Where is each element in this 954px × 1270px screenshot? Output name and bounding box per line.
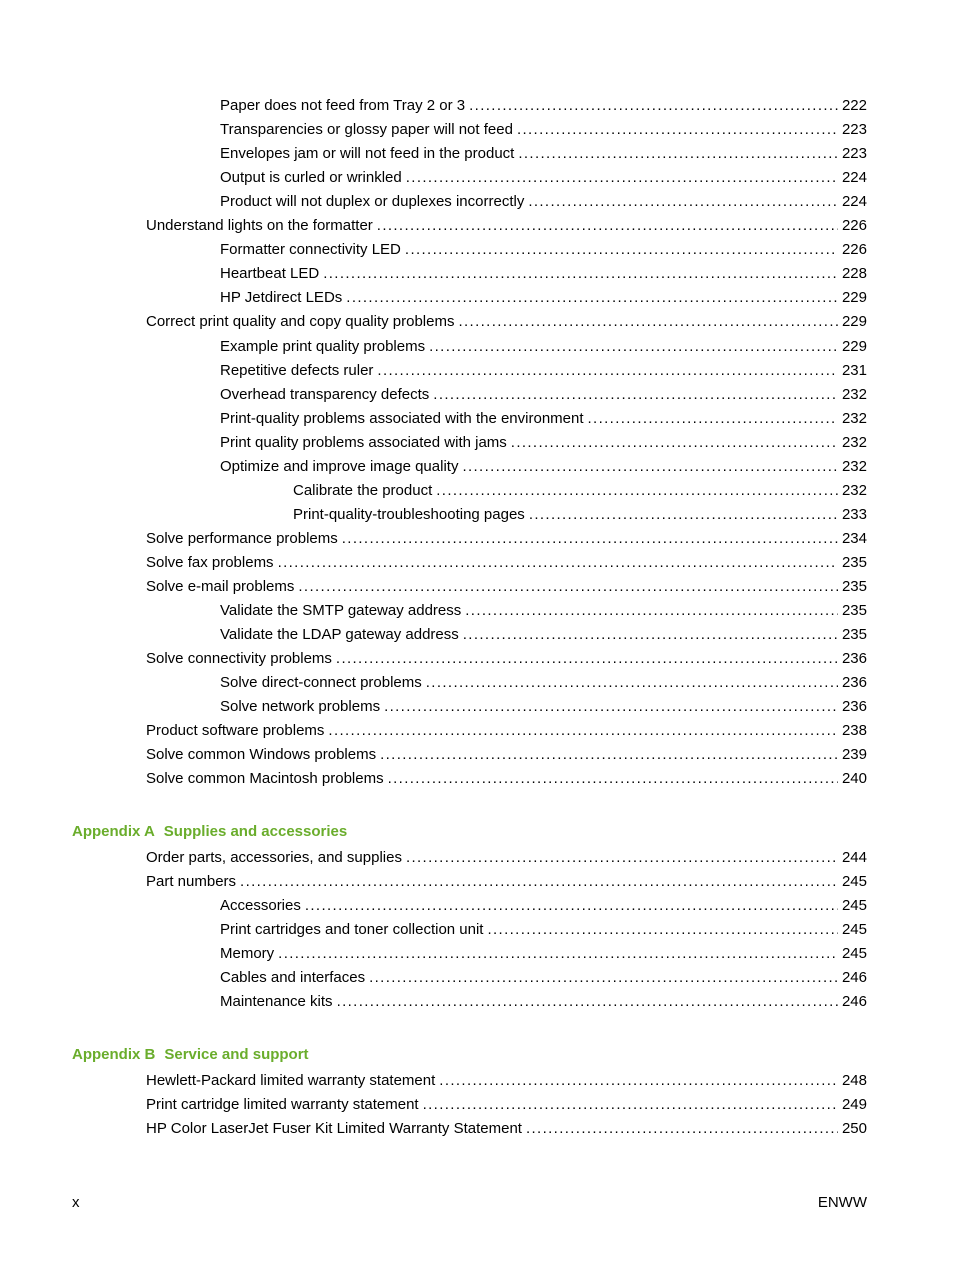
toc-entry[interactable]	[220, 967, 867, 989]
toc-entry-page: 235	[841, 553, 867, 571]
toc-entry-title: Memory	[220, 945, 275, 962]
toc-entry-page: 229	[841, 313, 867, 331]
toc-dot-leader	[336, 648, 838, 670]
toc-entry-page: 236	[841, 674, 867, 692]
toc-dot-leader	[278, 943, 838, 965]
toc-dot-leader	[406, 847, 838, 869]
toc-dot-leader	[305, 895, 838, 917]
toc-dot-leader	[298, 576, 838, 598]
toc-entry[interactable]	[146, 847, 867, 869]
toc-entry-title: Maintenance kits	[220, 993, 333, 1010]
toc-entry-page: 250	[841, 1120, 867, 1137]
toc-entry-page: 229	[841, 289, 867, 307]
toc-dot-leader	[377, 215, 838, 237]
toc-dot-leader	[462, 456, 838, 478]
toc-dot-leader	[380, 744, 838, 766]
toc-entry-page: 231	[841, 361, 867, 379]
toc-entry-title: Solve common Windows problems	[146, 746, 377, 764]
toc-entry[interactable]	[293, 504, 867, 526]
toc-entry[interactable]	[146, 528, 867, 550]
toc-entry-page: 235	[841, 578, 867, 595]
toc-entry-title: Solve direct-connect problems	[220, 674, 422, 692]
toc-entry-title: Product will not duplex or duplexes incorrectly	[220, 193, 525, 211]
toc-entry-page: 229	[841, 337, 867, 355]
toc-dot-leader	[278, 552, 838, 574]
toc-entry-page: 245	[841, 897, 867, 914]
toc-entry[interactable]	[220, 991, 867, 1013]
toc-entry-page: 245	[841, 921, 867, 938]
toc-dot-leader	[469, 95, 838, 117]
toc-dot-leader	[526, 1118, 838, 1140]
toc-dot-leader	[346, 287, 838, 309]
appendix-a-heading[interactable]	[72, 821, 347, 843]
toc-entry[interactable]	[146, 552, 867, 574]
toc-entry[interactable]	[146, 648, 867, 670]
toc-entry[interactable]	[146, 576, 867, 598]
toc-entry-page: 248	[841, 1072, 867, 1089]
appendix-a-title: Supplies and accessories	[163, 823, 348, 840]
toc-entry-page: 236	[841, 698, 867, 716]
toc-entry-title: Output is curled or wrinkled	[220, 169, 402, 187]
toc-entry[interactable]	[220, 895, 867, 917]
toc-entry[interactable]	[220, 384, 867, 406]
toc-entry[interactable]	[220, 95, 867, 117]
toc-entry-title: Print cartridges and toner collection unit	[220, 921, 484, 938]
toc-entry-title: Solve fax problems	[146, 553, 274, 571]
toc-entry-page: 224	[841, 193, 867, 211]
toc-entry[interactable]	[220, 263, 867, 285]
toc-dot-leader	[369, 967, 838, 989]
toc-entry-page: 226	[841, 241, 867, 259]
toc-dot-leader	[439, 1070, 838, 1092]
toc-entry-title: Print-quality problems associated with the environment	[220, 409, 584, 427]
toc-dot-leader	[465, 600, 838, 622]
toc-dot-leader	[518, 143, 838, 165]
footer-page-number: x	[72, 1194, 80, 1211]
toc-entry-page: 246	[841, 993, 867, 1010]
toc-entry[interactable]	[220, 696, 867, 718]
toc-entry-page: 232	[841, 433, 867, 451]
toc-entry[interactable]	[220, 672, 867, 694]
toc-entry-page: 232	[841, 409, 867, 427]
toc-dot-leader	[323, 263, 838, 285]
toc-entry-page: 228	[841, 265, 867, 283]
toc-entry-title: Part numbers	[146, 873, 237, 890]
toc-entry-title: Optimize and improve image quality	[220, 457, 459, 475]
toc-entry-title: HP Color LaserJet Fuser Kit Limited Warranty Statement	[146, 1120, 522, 1137]
toc-entry-title: Overhead transparency defects	[220, 385, 430, 403]
toc-entry[interactable]	[220, 191, 867, 213]
toc-entry-page: 235	[841, 602, 867, 620]
toc-entry-title: Example print quality problems	[220, 337, 426, 355]
toc-entry[interactable]	[146, 215, 867, 237]
toc-entry[interactable]	[146, 311, 867, 333]
toc-entry-title: Solve common Macintosh problems	[146, 770, 384, 788]
toc-entry-title: Validate the LDAP gateway address	[220, 626, 459, 644]
toc-entry-title: Order parts, accessories, and supplies	[146, 849, 402, 866]
toc-entry[interactable]	[146, 871, 867, 893]
toc-entry-page: 236	[841, 650, 867, 668]
toc-entry[interactable]	[146, 768, 867, 790]
toc-entry[interactable]	[146, 744, 867, 766]
toc-entry-page: 226	[841, 217, 867, 235]
toc-entry-title: Heartbeat LED	[220, 265, 320, 283]
toc-entry-title: Solve connectivity problems	[146, 650, 332, 668]
toc-dot-leader	[240, 871, 838, 893]
appendix-a-label: Appendix A	[72, 823, 155, 840]
appendix-b-heading[interactable]	[72, 1044, 309, 1066]
toc-entry-page: 245	[841, 945, 867, 962]
toc-entry-page: 238	[841, 722, 867, 740]
toc-entry-page: 232	[841, 385, 867, 403]
toc-dot-leader	[377, 360, 838, 382]
toc-entry[interactable]	[220, 919, 867, 941]
toc-entry-title: Understand lights on the formatter	[146, 217, 373, 235]
toc-entry[interactable]	[220, 600, 867, 622]
toc-dot-leader	[433, 384, 838, 406]
toc-dot-leader	[328, 720, 838, 742]
toc-entry-title: Validate the SMTP gateway address	[220, 602, 462, 620]
toc-entry-page: 240	[841, 770, 867, 788]
toc-entry[interactable]	[220, 408, 867, 430]
toc-dot-leader	[423, 1094, 838, 1116]
toc-dot-leader	[458, 311, 837, 333]
toc-entry[interactable]	[220, 167, 867, 189]
toc-dot-leader	[429, 336, 838, 358]
toc-entry[interactable]	[220, 336, 867, 358]
toc-entry-title: Correct print quality and copy quality problems	[146, 313, 455, 331]
toc-entry[interactable]	[146, 720, 867, 742]
toc-entry-page: 239	[841, 746, 867, 764]
toc-entry-title: Transparencies or glossy paper will not feed	[220, 121, 513, 139]
toc-entry-title: Repetitive defects ruler	[220, 361, 374, 379]
appendix-b-label: Appendix B	[72, 1046, 156, 1063]
toc-entry[interactable]	[220, 432, 867, 454]
toc-dot-leader	[342, 528, 838, 550]
toc-dot-leader	[384, 696, 838, 718]
toc-dot-leader	[528, 191, 838, 213]
toc-dot-leader	[487, 919, 837, 941]
toc-entry[interactable]	[220, 360, 867, 382]
footer-doc-code: ENWW	[817, 1194, 867, 1211]
toc-entry[interactable]	[146, 1070, 867, 1092]
toc-entry-title: Formatter connectivity LED	[220, 241, 401, 259]
toc-entry-page: 232	[841, 481, 867, 499]
toc-entry-page: 222	[841, 97, 867, 114]
toc-entry[interactable]	[220, 943, 867, 965]
toc-entry-page: 244	[841, 849, 867, 866]
toc-entry[interactable]	[220, 456, 867, 478]
toc-entry-title: Calibrate the product	[293, 481, 433, 499]
toc-dot-leader	[426, 672, 838, 694]
toc-entry[interactable]	[220, 143, 867, 165]
toc-entry-title: Hewlett-Packard limited warranty statement	[146, 1072, 436, 1089]
toc-entry-title: Paper does not feed from Tray 2 or 3	[220, 97, 466, 114]
toc-entry[interactable]	[293, 480, 867, 502]
toc-entry-page: 246	[841, 969, 867, 986]
toc-entry-page: 232	[841, 457, 867, 475]
toc-dot-leader	[337, 991, 838, 1013]
toc-entry-page: 249	[841, 1096, 867, 1113]
toc-dot-leader	[517, 119, 838, 141]
toc-dot-leader	[588, 408, 838, 430]
toc-entry-title: Solve network problems	[220, 698, 381, 716]
toc-entry-title: Product software problems	[146, 722, 325, 740]
toc-entry-page: 233	[841, 505, 867, 523]
toc-dot-leader	[529, 504, 838, 526]
toc-entry-title: Print-quality-troubleshooting pages	[293, 505, 525, 523]
toc-entry[interactable]	[220, 239, 867, 261]
toc-entry-title: Cables and interfaces	[220, 969, 366, 986]
toc-entry-page: 235	[841, 626, 867, 644]
toc-dot-leader	[406, 167, 838, 189]
toc-dot-leader	[463, 624, 838, 646]
toc-entry-title: Solve performance problems	[146, 529, 338, 547]
toc-entry-title: Accessories	[220, 897, 301, 914]
toc-dot-leader	[388, 768, 838, 790]
toc-entry-title: Print cartridge limited warranty statement	[146, 1096, 419, 1113]
toc-entry-page: 223	[841, 121, 867, 139]
toc-dot-leader	[405, 239, 838, 261]
appendix-b-title: Service and support	[164, 1046, 309, 1063]
toc-entry-title: HP Jetdirect LEDs	[220, 289, 343, 307]
toc-entry-title: Envelopes jam or will not feed in the product	[220, 145, 515, 163]
toc-entry-page: 245	[841, 873, 867, 890]
toc-entry[interactable]	[220, 624, 867, 646]
toc-entry-title: Print quality problems associated with jams	[220, 433, 507, 451]
toc-entry[interactable]	[146, 1094, 867, 1116]
toc-entry-page: 234	[841, 529, 867, 547]
toc-entry-title: Solve e-mail problems	[146, 578, 295, 595]
toc-dot-leader	[436, 480, 838, 502]
toc-entry[interactable]	[146, 1118, 867, 1140]
toc-entry-page: 223	[841, 145, 867, 163]
toc-dot-leader	[511, 432, 838, 454]
toc-entry[interactable]	[220, 119, 867, 141]
toc-entry-page: 224	[841, 169, 867, 187]
toc-entry[interactable]	[220, 287, 867, 309]
